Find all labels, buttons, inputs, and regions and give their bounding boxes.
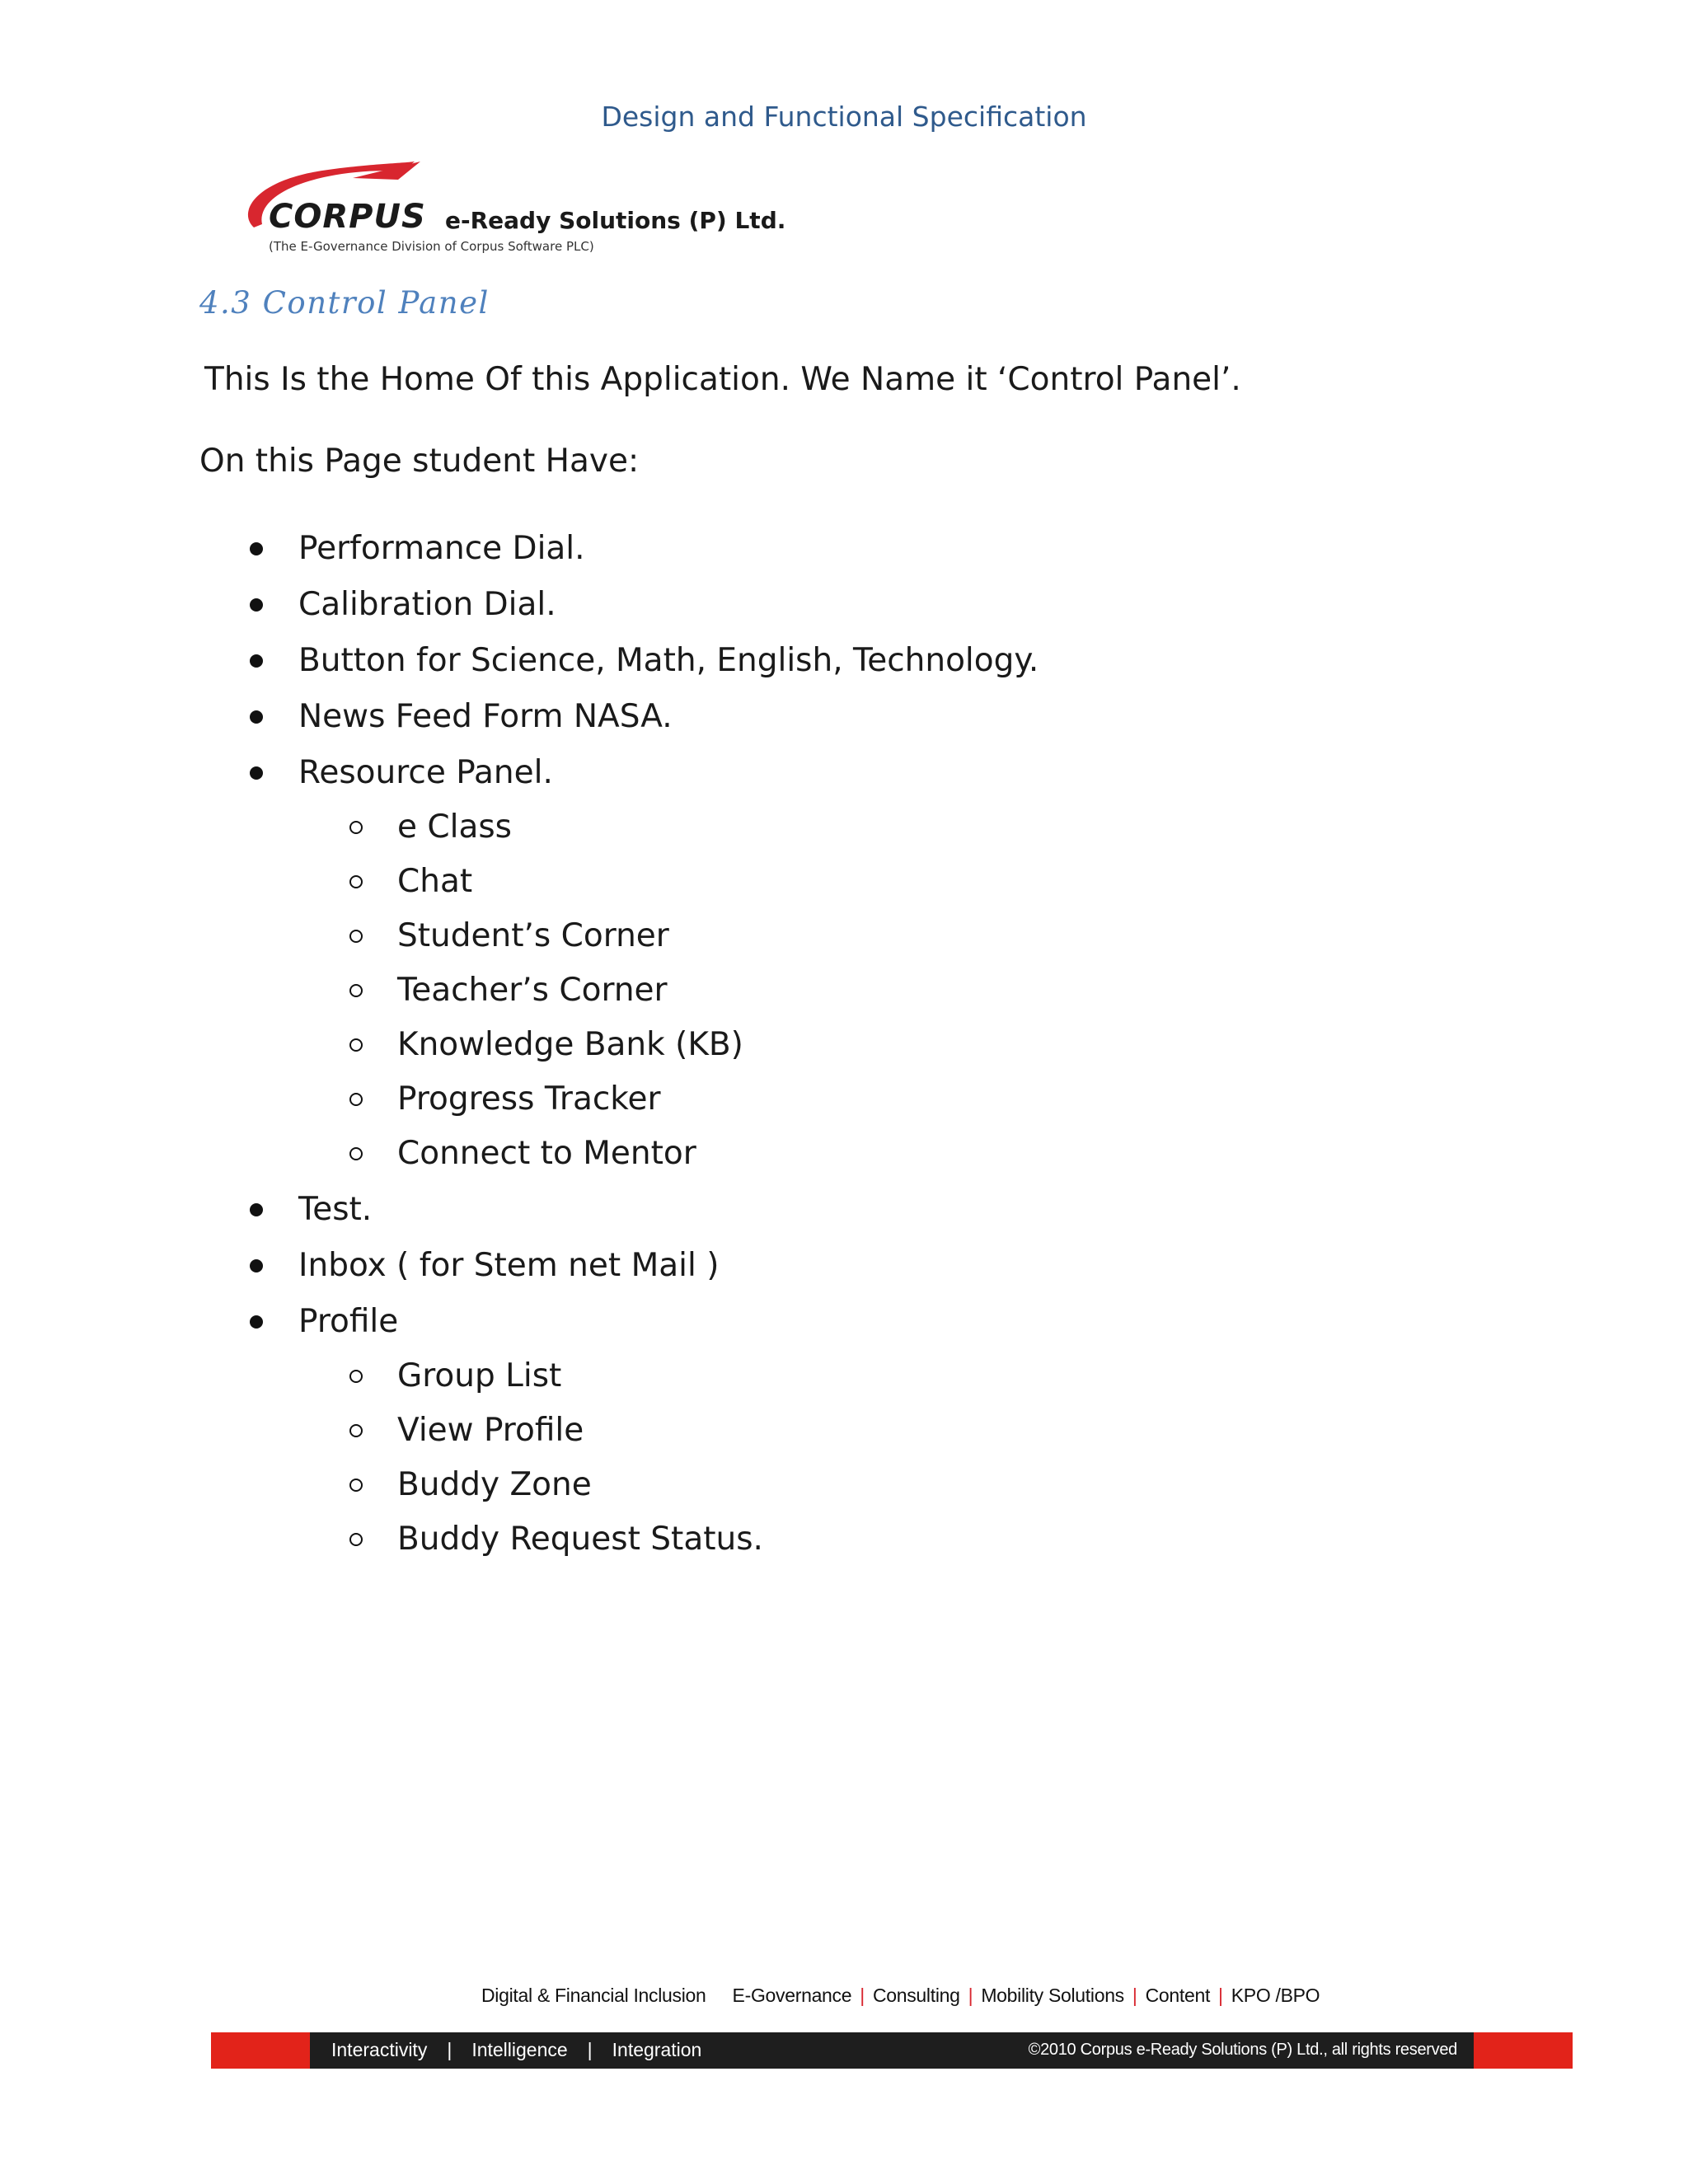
- list-item-label: Performance Dial.: [298, 530, 585, 567]
- footer-bar: [211, 2032, 1573, 2069]
- list-item: [0, 692, 1688, 748]
- sub-list-item-label: Group List: [397, 1357, 562, 1394]
- list-item-label: Calibration Dial.: [298, 586, 556, 623]
- bullet-icon: [250, 1203, 263, 1216]
- sub-list-item-label: Buddy Request Status.: [397, 1521, 763, 1558]
- hollow-bullet-icon: [349, 1370, 363, 1383]
- list-item-label: Resource Panel.: [298, 754, 553, 791]
- list-item: [0, 748, 1688, 804]
- company-logo: [229, 155, 839, 262]
- list-item-label: Profile: [298, 1303, 399, 1340]
- sub-list-item-label: View Profile: [397, 1412, 584, 1449]
- footer-service: Content: [1145, 1985, 1211, 2006]
- sub-list-item: [0, 804, 1688, 859]
- hollow-bullet-icon: [349, 1533, 363, 1546]
- footer-value: Integration: [612, 2039, 702, 2060]
- sub-list-item: [0, 1131, 1688, 1185]
- hollow-bullet-icon: [349, 821, 363, 834]
- logo-brand: CORPUS: [269, 198, 426, 236]
- hollow-bullet-icon: [349, 1479, 363, 1492]
- footer-service: KPO /BPO: [1231, 1985, 1320, 2006]
- bullet-icon: [250, 542, 263, 555]
- bullet-icon: [250, 710, 263, 724]
- list-item: [0, 1297, 1688, 1353]
- sub-list-item-label: Teacher’s Corner: [397, 972, 668, 1009]
- hollow-bullet-icon: [349, 1424, 363, 1437]
- page-header-title: Design and Functional Specification: [601, 101, 1087, 133]
- footer-services-line: Digital & Financial Inclusion E-Governance | Consulting | Mobility Solutions | Content | KPO /BPO: [481, 1985, 1320, 2006]
- list-item-label: Inbox ( for Stem net Mail ): [298, 1247, 720, 1284]
- sub-list-item-label: Progress Tracker: [397, 1080, 661, 1118]
- hollow-bullet-icon: [349, 1038, 363, 1052]
- footer-service: E-Governance: [732, 1985, 852, 2006]
- footer-service: Consulting: [872, 1985, 960, 2006]
- sub-list-item: [0, 1516, 1688, 1571]
- footer-value: Interactivity: [331, 2039, 428, 2060]
- list-item-label: Test.: [298, 1191, 373, 1228]
- list-item: [0, 636, 1688, 692]
- list-item: [0, 580, 1688, 636]
- sub-list-item: [0, 1353, 1688, 1408]
- sub-list-item-label: Buddy Zone: [397, 1466, 592, 1503]
- bullet-icon: [250, 1259, 263, 1272]
- list-item: [0, 1185, 1688, 1241]
- list-item: [0, 524, 1688, 580]
- footer-value: Intelligence: [471, 2039, 568, 2060]
- list-item-label: News Feed Form NASA.: [298, 698, 673, 735]
- footer-values-line: Interactivity | Intelligence | Integration: [331, 2039, 702, 2060]
- sub-list-item-label: Connect to Mentor: [397, 1135, 696, 1172]
- list-item-label: Button for Science, Math, English, Technology.: [298, 642, 1039, 679]
- sub-list-item-label: Knowledge Bank (KB): [397, 1026, 743, 1063]
- feature-list: [0, 524, 1688, 1571]
- sub-list-item: [0, 968, 1688, 1022]
- footer-service: Digital & Financial Inclusion: [481, 1985, 706, 2006]
- hollow-bullet-icon: [349, 1093, 363, 1106]
- sub-list-item: [0, 1076, 1688, 1131]
- bullet-icon: [250, 766, 263, 780]
- sub-list-item-label: e Class: [397, 808, 512, 846]
- bullet-icon: [250, 654, 263, 668]
- hollow-bullet-icon: [349, 1147, 363, 1160]
- sub-list-item: [0, 913, 1688, 968]
- sub-list-item: [0, 859, 1688, 913]
- footer-accent-left: [211, 2032, 310, 2069]
- list-item: [0, 1241, 1688, 1297]
- lead-paragraph: On this Page student Have:: [199, 443, 640, 480]
- hollow-bullet-icon: [349, 875, 363, 888]
- section-heading: 4.3 Control Panel: [199, 285, 490, 321]
- logo-tagline: (The E-Governance Division of Corpus Software PLC): [269, 239, 594, 254]
- sub-list-item-label: Student’s Corner: [397, 917, 669, 954]
- bullet-icon: [250, 598, 263, 612]
- sub-list-item: [0, 1462, 1688, 1516]
- footer-accent-right: [1474, 2032, 1573, 2069]
- intro-paragraph: This Is the Home Of this Application. We Name it ‘Control Panel’.: [204, 361, 1241, 398]
- sub-list-item-label: Chat: [397, 863, 473, 900]
- hollow-bullet-icon: [349, 984, 363, 997]
- logo-company-name: e-Ready Solutions (P) Ltd.: [445, 207, 786, 234]
- footer-copyright: ©2010 Corpus e-Ready Solutions (P) Ltd., all rights reserved: [1028, 2041, 1457, 2059]
- bullet-icon: [250, 1315, 263, 1329]
- sub-list-item: [0, 1408, 1688, 1462]
- footer-service: Mobility Solutions: [981, 1985, 1124, 2006]
- sub-list-item: [0, 1022, 1688, 1076]
- hollow-bullet-icon: [349, 930, 363, 943]
